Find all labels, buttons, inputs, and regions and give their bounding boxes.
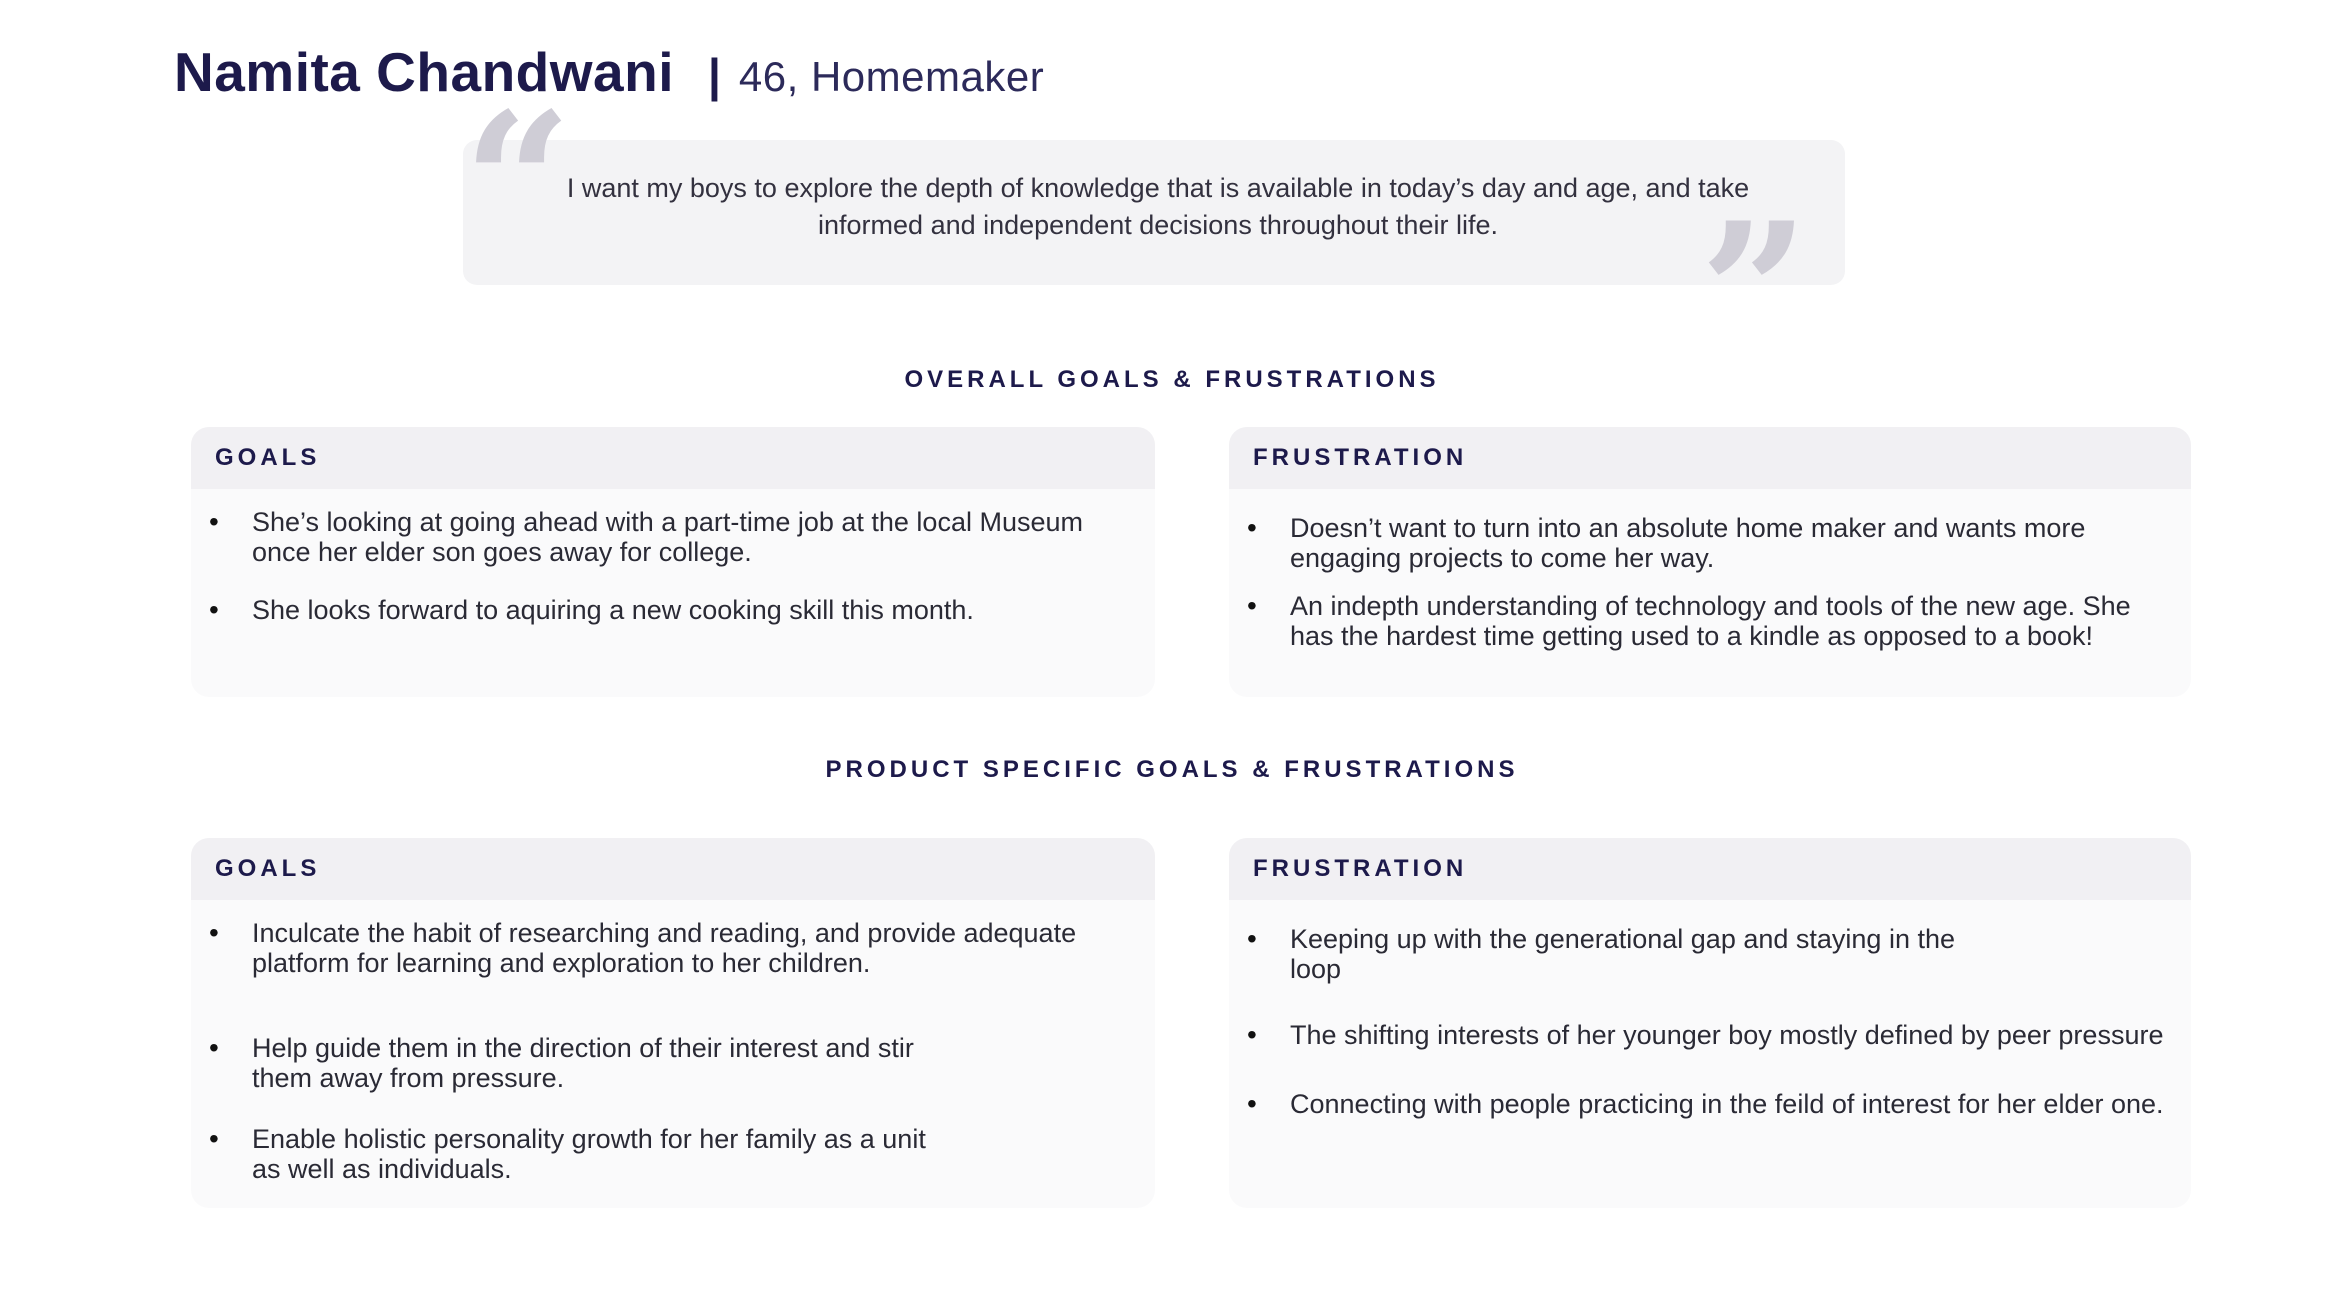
list-item: • Keeping up with the generational gap and staying in the loop — [1229, 924, 2010, 984]
header-separator: | — [708, 49, 721, 101]
product-goals-heading: GOALS — [191, 838, 1155, 900]
overall-section-title: OVERALL GOALS & FRUSTRATIONS — [904, 366, 1440, 393]
list-item: • Doesn’t want to turn into an absolute home maker and wants more engaging projects to come her way. — [1229, 513, 2170, 573]
product-frustration-card — [1229, 838, 2191, 1208]
list-item: • Enable holistic personality growth for her family as a unit as well as individuals. — [191, 1124, 952, 1184]
close-quote-icon: ” — [1699, 181, 1809, 404]
overall-frustration-card — [1229, 427, 2191, 697]
persona-header — [174, 40, 1044, 104]
list-item: • Connecting with people practicing in the feild of interest for her elder one. — [1229, 1089, 2190, 1119]
product-goals-card — [191, 838, 1155, 1208]
overall-goals-heading: GOALS — [191, 427, 1155, 489]
product-section-title: PRODUCT SPECIFIC GOALS & FRUSTRATIONS — [825, 756, 1519, 783]
list-item: • The shifting interests of her younger boy mostly defined by peer pressure — [1229, 1020, 2170, 1050]
overall-frustration-heading: FRUSTRATION — [1229, 427, 2191, 489]
product-goals-list — [191, 918, 1155, 1184]
list-item: • An indepth understanding of technology and tools of the new age. She has the hardest time getting used to a kindle as opposed to a book! — [1229, 591, 2170, 651]
product-frustration-heading: FRUSTRATION — [1229, 838, 2191, 900]
list-item: • Inculcate the habit of researching and reading, and provide adequate platform for learning and exploration to her children. — [191, 918, 1132, 978]
overall-goals-card — [191, 427, 1155, 697]
persona-meta: 46, Homemaker — [738, 53, 1045, 100]
list-item: • Help guide them in the direction of their interest and stir them away from pressure. — [191, 1033, 952, 1093]
persona-name: Namita Chandwani — [174, 41, 675, 103]
product-frustration-list — [1229, 924, 2191, 1119]
overall-frustration-list — [1229, 513, 2191, 651]
overall-goals-list — [191, 507, 1155, 625]
open-quote-icon: “ — [463, 71, 573, 294]
list-item: • She’s looking at going ahead with a part-time job at the local Museum once her elder son goes away for college. — [191, 507, 1132, 567]
list-item: • She looks forward to aquiring a new cooking skill this month. — [191, 595, 1132, 625]
quote-text: I want my boys to explore the depth of knowledge that is available in today’s day and age, and take informed and independent decisions throughout their life. — [566, 173, 1750, 240]
